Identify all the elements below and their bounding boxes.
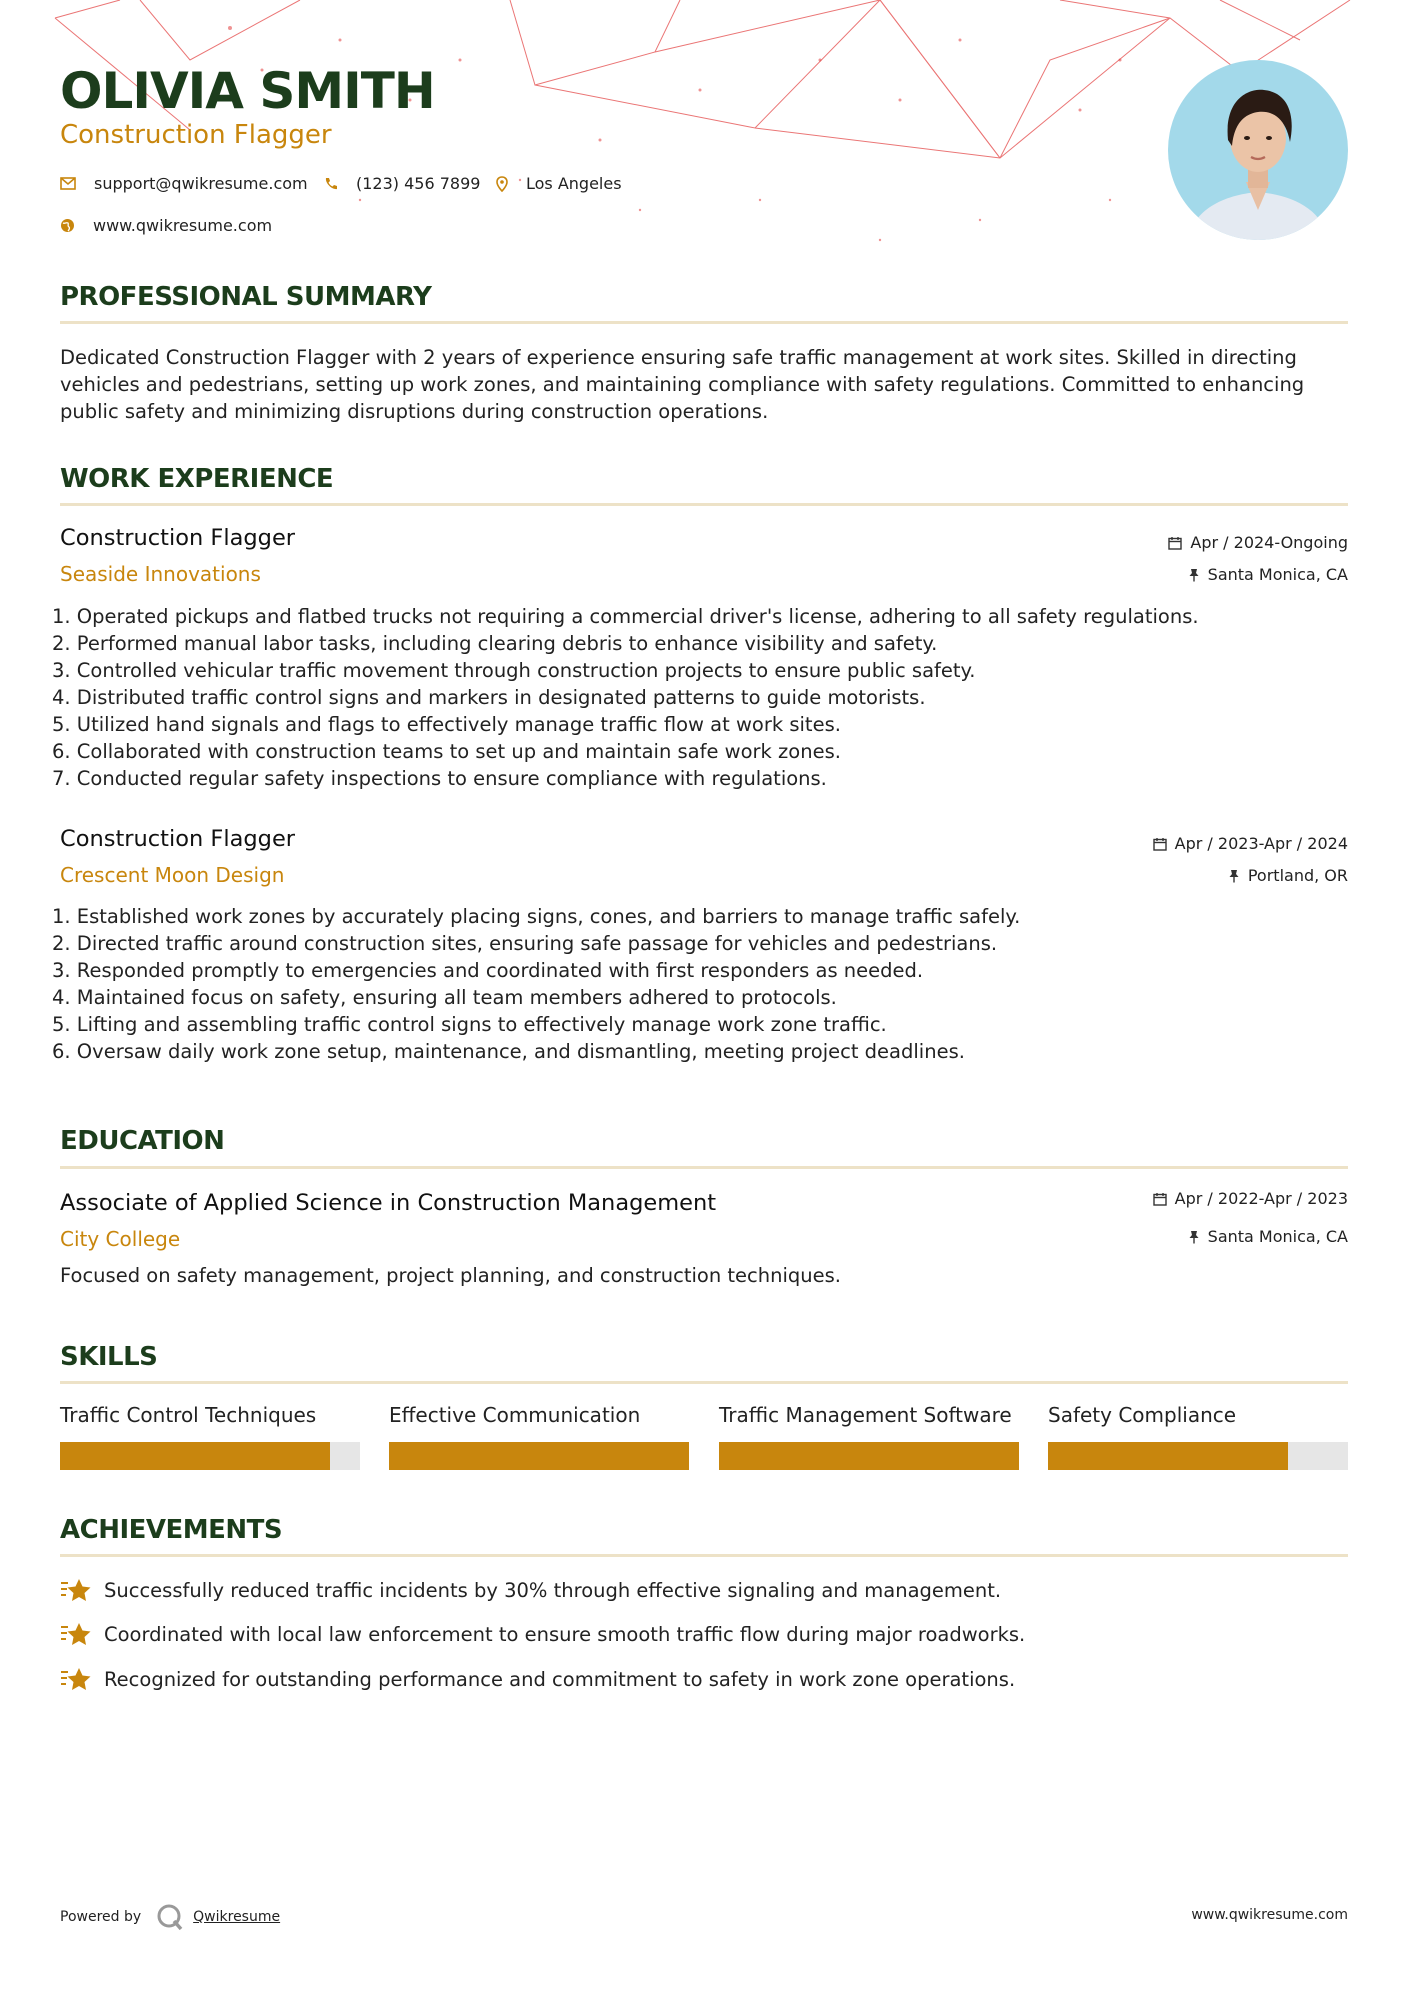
skill-2-label: Effective Communication [389,1403,641,1427]
skill-4-label: Safety Compliance [1048,1403,1237,1427]
star-award-icon [60,1621,92,1647]
education-divider [60,1166,1348,1169]
achievement-3-text: Recognized for outstanding performance and commitment to safety in work zone operations. [104,1667,1016,1691]
achievements-divider [60,1554,1348,1557]
job-1-date [1168,533,1348,552]
achievements-heading: ACHIEVEMENTS [60,1515,283,1545]
skill-4-fill [1048,1442,1288,1470]
list-item: 3. Controlled vehicular traffic movement through construction projects to ensure public safety. [52,659,976,682]
skill-1-label: Traffic Control Techniques [60,1403,317,1427]
job-2-date-text: Apr / 2023-Apr / 2024 [1174,834,1348,853]
email-text: support@qwikresume.com [94,174,308,193]
profile-photo [1168,60,1348,240]
list-item: 7. Conducted regular safety inspections to ensure compliance with regulations. [52,767,827,790]
job-1-title: Construction Flagger [60,525,296,551]
skill-4-bar [1048,1442,1348,1470]
list-item: 4. Maintained focus on safety, ensuring all team members adhered to protocols. [52,986,837,1009]
star-award-icon [60,1666,92,1692]
education-school: City College [60,1227,181,1251]
education-date [1153,1189,1348,1208]
star-award-icon [60,1577,92,1603]
job-2-title: Construction Flagger [60,826,296,852]
list-item: 6. Oversaw daily work zone setup, maintenance, and dismantling, meeting project deadlines. [52,1040,965,1063]
phone-icon [324,177,338,191]
skill-1-bar [60,1442,360,1470]
skill-1-fill [60,1442,330,1470]
skill-3-fill [719,1442,1019,1470]
job-2-bullets [52,903,1342,1065]
list-item: 3. Responded promptly to emergencies and coordinated with first responders as needed. [52,959,924,982]
list-item: 2. Directed traffic around construction sites, ensuring safe passage for vehicles and pedestrians. [52,932,998,955]
skills-heading: SKILLS [60,1342,158,1372]
achievement-2 [60,1621,1025,1647]
achievement-3 [60,1666,1015,1692]
footer-website[interactable]: www.qwikresume.com [1191,1907,1348,1923]
candidate-name: OLIVIA SMITH [60,62,435,120]
education-degree: Associate of Applied Science in Construction Management [60,1190,717,1216]
education-location-text: Santa Monica, CA [1207,1227,1348,1246]
contact-phone[interactable] [324,174,480,193]
contact-email[interactable] [60,174,308,193]
education-location [1188,1227,1348,1246]
calendar-icon [1168,536,1182,550]
list-item: 4. Distributed traffic control signs and markers in designated patterns to guide motorists. [52,686,926,709]
map-pin-icon [496,176,508,192]
job-1-company: Seaside Innovations [60,562,261,586]
list-item: 2. Performed manual labor tasks, including clearing debris to enhance visibility and safety. [52,632,938,655]
education-date-text: Apr / 2022-Apr / 2023 [1174,1189,1348,1208]
skills-divider [60,1381,1348,1384]
job-1-date-text: Apr / 2024-Ongoing [1190,533,1348,552]
pushpin-icon [1188,1230,1200,1244]
skill-2-fill [389,1442,689,1470]
list-item: 6. Collaborated with construction teams to set up and maintain safe work zones. [52,740,841,763]
calendar-icon [1153,1192,1167,1206]
job-1-location-text: Santa Monica, CA [1207,565,1348,584]
education-description: Focused on safety management, project planning, and construction techniques. [60,1264,841,1287]
skill-2-bar [389,1442,689,1470]
job-1-bullets [52,603,1342,792]
job-2-location [1228,866,1348,885]
pushpin-icon [1188,568,1200,582]
powered-by-label: Powered by [60,1909,142,1925]
summary-divider [60,321,1348,324]
experience-heading: WORK EXPERIENCE [60,464,334,494]
skill-3-bar [719,1442,1019,1470]
website-text: www.qwikresume.com [93,216,273,235]
list-item: 5. Lifting and assembling traffic control signs to effectively manage work zone traffic. [52,1013,887,1036]
globe-icon [60,218,75,233]
education-heading: EDUCATION [60,1126,225,1156]
job-2-date [1153,834,1348,853]
location-text: Los Angeles [526,174,622,193]
list-item: 1. Established work zones by accurately placing signs, cones, and barriers to manage traffic safely. [52,905,1021,928]
experience-divider [60,503,1348,506]
list-item: 5. Utilized hand signals and flags to effectively manage traffic flow at work sites. [52,713,841,736]
summary-text: Dedicated Construction Flagger with 2 years of experience ensuring safe traffic management at work sites. Skilled in directing vehicles and pedestrians, setting up work zones, and maintaining compliance with safety regulations. Committed to enhancing public safety and minimizing disruptions during construction operations. [60,346,1305,423]
contact-location [496,174,622,193]
calendar-icon [1153,837,1167,851]
qwikresume-link[interactable]: Qwikresume [193,1909,281,1925]
achievement-1 [60,1577,1001,1603]
summary-heading: PROFESSIONAL SUMMARY [60,282,432,312]
job-2-company: Crescent Moon Design [60,863,285,887]
envelope-icon [60,177,76,190]
skill-3-label: Traffic Management Software [719,1403,1012,1427]
phone-text: (123) 456 7899 [356,174,481,193]
candidate-role: Construction Flagger [60,120,332,150]
job-1-location [1188,565,1348,584]
footer-powered-by [60,1902,280,1932]
achievement-2-text: Coordinated with local law enforcement to ensure smooth traffic flow during major roadworks. [104,1622,1026,1646]
job-2-location-text: Portland, OR [1247,866,1348,885]
qwikresume-logo-icon [155,1902,185,1932]
list-item: 1. Operated pickups and flatbed trucks not requiring a commercial driver's license, adhering to all safety regulations. [52,605,1199,628]
achievement-1-text: Successfully reduced traffic incidents by 30% through effective signaling and management. [104,1578,1002,1602]
contact-website[interactable] [60,216,272,235]
pushpin-icon [1228,869,1240,883]
